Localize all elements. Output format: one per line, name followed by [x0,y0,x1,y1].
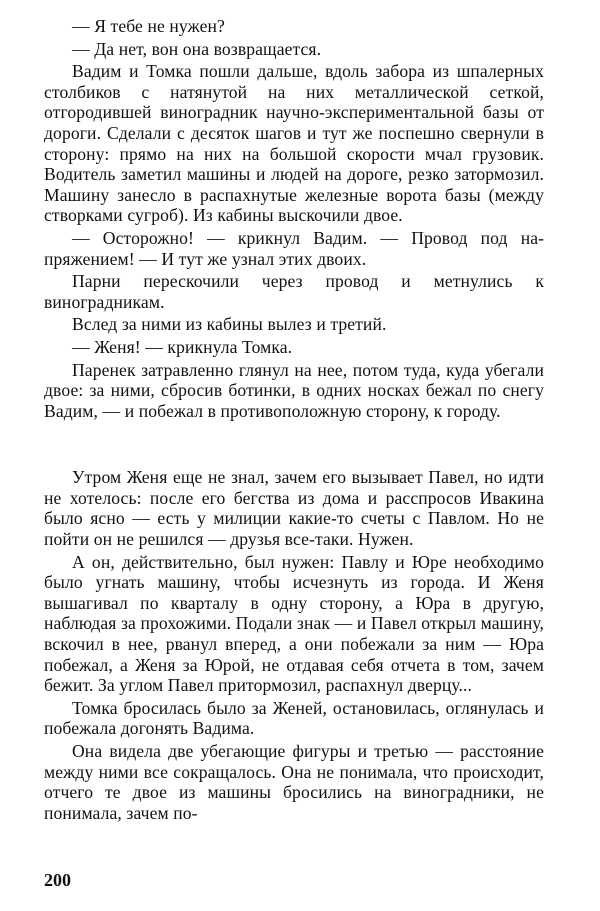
paragraph: Она видела две убегающие фигуры и третью — расстояние между ними все сокращалось. Она не понимала, что происходит, отчего те двое из машины бросились на виноградники, не понимала, зачем по- [44,741,544,823]
paragraph: Вадим и Томка пошли дальше, вдоль забора из шпалерных столбиков с натянутой на них металлической сеткой, отгородившей виноградник научно-экспериментальной базы от дороги. Сделали с десяток шагов и тут же поспешно свернули в сторону: прямо на них на большой скорости мчал грузовик. Водитель заметил машины и людей на дороге, резко затормозил. Машину занесло в распахнутые железные ворота базы (между створками сугроб). Из кабины выскочили двое. [44,61,544,226]
paragraph: — Да нет, вон она возвращается. [72,38,322,59]
paragraph: Томка бросилась было за Женей, остановилась, оглянулась и побежала догонять Вадима. [44,697,544,739]
paragraph: — Я тебе не нужен? [72,16,225,36]
book-page [44,16,544,896]
paragraph: Парни перескочили через провод и метнулись к виноградникам. [44,271,544,312]
paragraph: — Осторожно! — крикнул Вадим. — Провод под напряжением! — И тут же узнал этих двоих. [44,227,544,269]
paragraph: Вслед за ними из кабины вылез и третий. [72,314,387,335]
paragraph: Паренек затравленно глянул на нее, потом туда, куда убегали двое: за ними, сбросив ботинки, в одних носках бежал по снегу Вадим, — и побежал в противоположную сторону, к городу. [44,359,544,421]
paragraph: А он, действительно, был нужен: Павлу и Юре необходимо было угнать машину, чтобы исчезнуть из города. И Женя вышагивал по кварталу в одну сторону, а Юра в другую, наблюдая за прохожими. Подали знак — и Павел открыл машину, вскочил в нее, рванул вперед, а они побежали за ним — Юра побежал, а Женя за Юрой, не отдавая себя отчета в том, зачем бежит. За углом Павел притормозил, распахнул дверцу... [44,551,544,696]
text-section-2 [44,467,544,825]
text-section-1 [44,16,544,423]
page-number: 200 [44,870,71,890]
paragraph: — Женя! — крикнула Томка. [72,336,293,357]
paragraph: Утром Женя еще не знал, зачем его вызывает Павел, но идти не хотелось: после его бегства из дома и расспросов Ивакина было ясно — есть у милиции какие-то счеты с Павлом. Но не пойти он не решился — друзья все-таки. Нужен. [44,467,544,550]
